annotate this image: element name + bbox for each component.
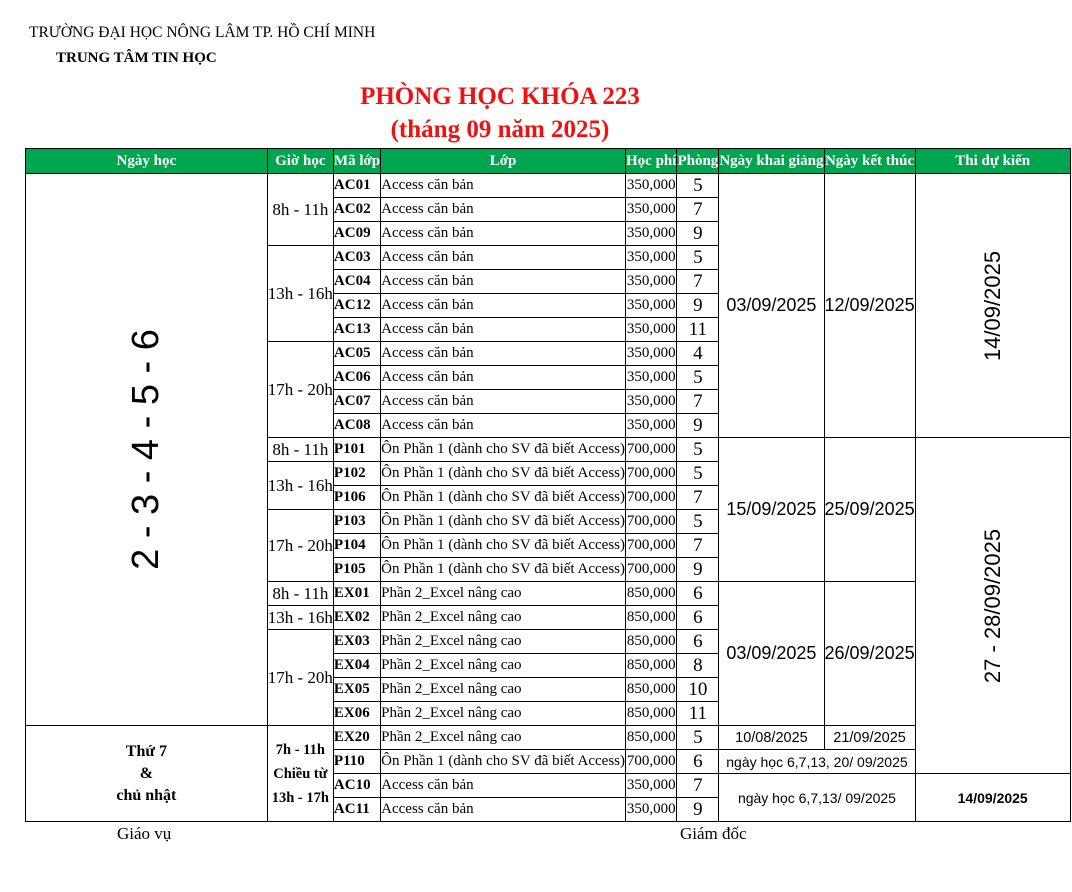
- class-code: P104: [333, 534, 380, 558]
- weekend-day-1: Thứ 7: [125, 742, 167, 760]
- class-fee: 350,000: [626, 318, 677, 342]
- class-name: Ôn Phần 1 (dành cho SV đã biết Access): [381, 486, 626, 510]
- class-fee: 850,000: [626, 606, 677, 630]
- class-name: Phần 2_Excel nâng cao: [381, 678, 626, 702]
- class-fee: 350,000: [626, 390, 677, 414]
- page-title: PHÒNG HỌC KHÓA 223: [360, 83, 640, 110]
- class-room: 4: [677, 342, 719, 366]
- time-cell: 13h - 16h: [267, 246, 333, 342]
- schedule-table: [25, 148, 1072, 822]
- class-name: Ôn Phần 1 (dành cho SV đã biết Access): [381, 510, 626, 534]
- exam-cell: [915, 438, 1070, 774]
- class-fee: 350,000: [626, 798, 677, 822]
- class-name: Access căn bản: [381, 414, 626, 438]
- time-cell: 8h - 11h: [267, 438, 333, 462]
- class-code: EX20: [333, 726, 380, 750]
- class-code: AC04: [333, 270, 380, 294]
- class-fee: 700,000: [626, 510, 677, 534]
- class-name: Access căn bản: [381, 798, 626, 822]
- class-room: 9: [677, 414, 719, 438]
- study-days-note: ngày học 6,7,13/ 09/2025: [719, 774, 915, 822]
- col-header-ngay-khai-giang: Ngày khai giảng: [719, 149, 824, 174]
- university-name: TRƯỜNG ĐẠI HỌC NÔNG LÂM TP. HỒ CHÍ MINH: [29, 24, 376, 41]
- class-name: Access căn bản: [381, 222, 626, 246]
- page-subtitle: (tháng 09 năm 2025): [390, 116, 610, 143]
- class-fee: 350,000: [626, 198, 677, 222]
- class-code: AC01: [333, 174, 380, 198]
- class-code: P105: [333, 558, 380, 582]
- class-name: Phần 2_Excel nâng cao: [381, 606, 626, 630]
- class-fee: 850,000: [626, 726, 677, 750]
- class-fee: 700,000: [626, 486, 677, 510]
- col-header-hoc-phi: Học phí: [626, 149, 677, 174]
- class-room: 7: [677, 774, 719, 798]
- time-cell: 17h - 20h: [267, 510, 333, 582]
- class-code: AC07: [333, 390, 380, 414]
- class-room: 7: [677, 390, 719, 414]
- table-row: [26, 174, 1072, 198]
- col-header-ma-lop: Mã lớp: [333, 149, 380, 174]
- class-code: AC08: [333, 414, 380, 438]
- class-room: 9: [677, 558, 719, 582]
- class-code: P102: [333, 462, 380, 486]
- class-fee: 350,000: [626, 774, 677, 798]
- class-room: 6: [677, 582, 719, 606]
- class-name: Access căn bản: [381, 270, 626, 294]
- weekend-time-cell: [267, 726, 333, 822]
- class-fee: 850,000: [626, 630, 677, 654]
- class-name: Access căn bản: [381, 318, 626, 342]
- study-days-note: ngày học 6,7,13, 20/ 09/2025: [719, 750, 915, 774]
- class-room: 9: [677, 294, 719, 318]
- time-cell: 13h - 16h: [267, 462, 333, 510]
- class-fee: 850,000: [626, 702, 677, 726]
- weekend-day-3: chủ nhật: [116, 786, 177, 804]
- end-date-cell: 26/09/2025: [824, 582, 915, 726]
- class-room: 10: [677, 678, 719, 702]
- class-fee: 700,000: [626, 438, 677, 462]
- exam-label: 27 - 28/09/2025: [979, 528, 1005, 683]
- class-room: 6: [677, 630, 719, 654]
- start-date-cell: 15/09/2025: [719, 438, 824, 582]
- time-cell: 17h - 20h: [267, 630, 333, 726]
- class-code: P106: [333, 486, 380, 510]
- table-row: [26, 726, 1072, 750]
- class-room: 5: [677, 462, 719, 486]
- class-name: Access căn bản: [381, 366, 626, 390]
- class-code: AC11: [333, 798, 380, 822]
- time-cell: 8h - 11h: [267, 582, 333, 606]
- empty-cell: [1070, 750, 1071, 774]
- class-fee: 350,000: [626, 366, 677, 390]
- class-code: AC06: [333, 366, 380, 390]
- class-room: 9: [677, 798, 719, 822]
- class-fee: 700,000: [626, 558, 677, 582]
- class-fee: 350,000: [626, 246, 677, 270]
- class-room: 5: [677, 174, 719, 198]
- weekend-exam-cell: 14/09/2025: [915, 774, 1070, 822]
- class-code: AC09: [333, 222, 380, 246]
- col-header-gio-hoc: Giờ học: [267, 149, 333, 174]
- class-fee: 700,000: [626, 534, 677, 558]
- col-header-phong: Phòng: [677, 149, 719, 174]
- class-room: 7: [677, 270, 719, 294]
- class-fee: 850,000: [626, 678, 677, 702]
- class-room: 6: [677, 606, 719, 630]
- end-date-cell: 21/09/2025: [824, 726, 915, 750]
- class-room: 8: [677, 654, 719, 678]
- time-cell: 17h - 20h: [267, 342, 333, 438]
- class-code: AC12: [333, 294, 380, 318]
- class-room: 7: [677, 486, 719, 510]
- class-fee: 350,000: [626, 222, 677, 246]
- time-cell: 8h - 11h: [267, 174, 333, 246]
- weekend-day-2: &: [139, 764, 154, 782]
- class-room: 11: [677, 702, 719, 726]
- col-header-ngay-ket-thuc: Ngày kết thúc: [824, 149, 915, 174]
- class-fee: 700,000: [626, 750, 677, 774]
- col-header-thi-du-kien: Thi dự kiến: [915, 149, 1070, 174]
- class-name: Access căn bản: [381, 774, 626, 798]
- class-fee: 850,000: [626, 654, 677, 678]
- class-name: Access căn bản: [381, 246, 626, 270]
- start-date-cell: 03/09/2025: [719, 582, 824, 726]
- class-name: Phần 2_Excel nâng cao: [381, 582, 626, 606]
- time-cell: 13h - 16h: [267, 606, 333, 630]
- weekend-time-1: 7h - 11h: [275, 741, 325, 758]
- class-name: Phần 2_Excel nâng cao: [381, 630, 626, 654]
- class-fee: 350,000: [626, 342, 677, 366]
- class-room: 5: [677, 510, 719, 534]
- class-code: EX01: [333, 582, 380, 606]
- weekend-day-cell: [26, 726, 268, 822]
- class-room: 5: [677, 726, 719, 750]
- class-code: EX03: [333, 630, 380, 654]
- class-code: P103: [333, 510, 380, 534]
- class-room: 5: [677, 438, 719, 462]
- class-room: 7: [677, 198, 719, 222]
- class-code: EX04: [333, 654, 380, 678]
- class-code: EX05: [333, 678, 380, 702]
- class-room: 11: [677, 318, 719, 342]
- class-room: 7: [677, 534, 719, 558]
- start-date-cell: 03/09/2025: [719, 174, 824, 438]
- class-room: 5: [677, 246, 719, 270]
- class-name: Access căn bản: [381, 198, 626, 222]
- class-code: P101: [333, 438, 380, 462]
- start-date-cell: 10/08/2025: [719, 726, 824, 750]
- class-name: Ôn Phần 1 (dành cho SV đã biết Access): [381, 438, 626, 462]
- table-header-row: [26, 149, 1072, 174]
- class-name: Access căn bản: [381, 294, 626, 318]
- weekday-cell: [26, 174, 268, 726]
- weekend-time-3: 13h - 17h: [271, 789, 329, 806]
- class-code: AC02: [333, 198, 380, 222]
- footer-director: Giám đốc: [680, 824, 747, 843]
- exam-cell: [915, 174, 1070, 438]
- class-code: EX02: [333, 606, 380, 630]
- end-date-cell: 25/09/2025: [824, 438, 915, 582]
- class-room: 9: [677, 222, 719, 246]
- class-code: AC05: [333, 342, 380, 366]
- class-name: Ôn Phần 1 (dành cho SV đã biết Access): [381, 462, 626, 486]
- end-date-cell: 12/09/2025: [824, 174, 915, 438]
- center-name: TRUNG TÂM TIN HỌC: [56, 50, 217, 66]
- weekend-time-2: Chiều từ: [273, 765, 328, 782]
- class-name: Ôn Phần 1 (dành cho SV đã biết Access): [381, 750, 626, 774]
- class-fee: 700,000: [626, 462, 677, 486]
- exam-label: 14/09/2025: [979, 250, 1005, 361]
- class-name: Access căn bản: [381, 342, 626, 366]
- class-code: AC13: [333, 318, 380, 342]
- class-fee: 350,000: [626, 294, 677, 318]
- class-name: Phần 2_Excel nâng cao: [381, 702, 626, 726]
- class-code: P110: [333, 750, 380, 774]
- class-fee: 350,000: [626, 414, 677, 438]
- class-name: Access căn bản: [381, 174, 626, 198]
- footer-academic-office: Giáo vụ: [117, 824, 172, 843]
- weekday-label: 2 - 3 - 4 - 5 - 6: [124, 329, 167, 570]
- class-name: Ôn Phần 1 (dành cho SV đã biết Access): [381, 534, 626, 558]
- class-fee: 350,000: [626, 270, 677, 294]
- class-name: Phần 2_Excel nâng cao: [381, 654, 626, 678]
- class-code: AC03: [333, 246, 380, 270]
- class-code: EX06: [333, 702, 380, 726]
- col-header-ngay-hoc: Ngày học: [26, 149, 268, 174]
- col-header-lop: Lớp: [381, 149, 626, 174]
- class-name: Access căn bản: [381, 390, 626, 414]
- class-name: Phần 2_Excel nâng cao: [381, 726, 626, 750]
- class-name: Ôn Phần 1 (dành cho SV đã biết Access): [381, 558, 626, 582]
- class-fee: 350,000: [626, 174, 677, 198]
- class-code: AC10: [333, 774, 380, 798]
- class-room: 5: [677, 366, 719, 390]
- class-room: 6: [677, 750, 719, 774]
- class-fee: 850,000: [626, 582, 677, 606]
